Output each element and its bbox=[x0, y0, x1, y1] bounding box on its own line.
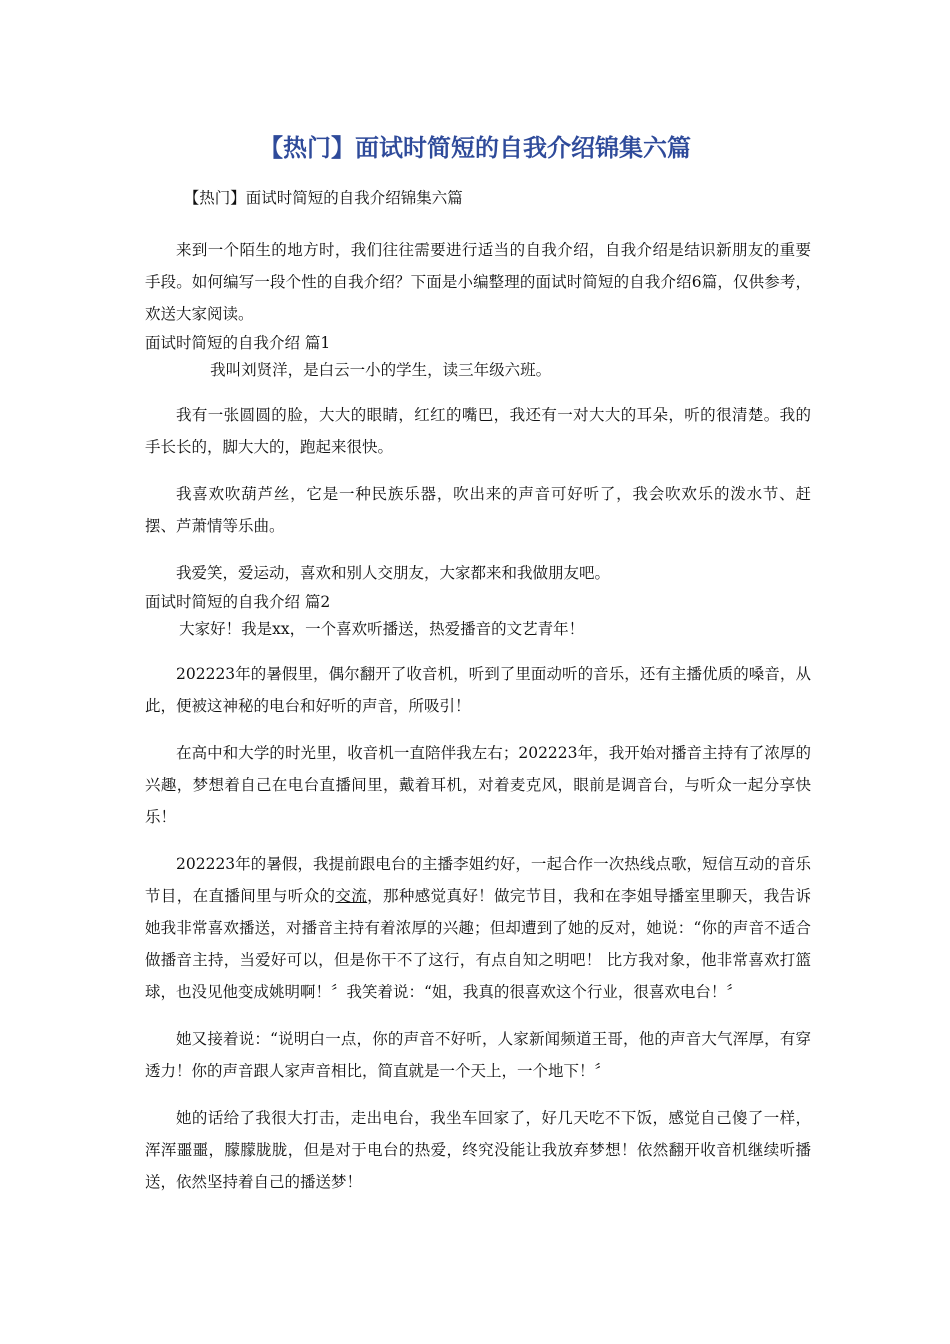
underlined-word: 交流 bbox=[335, 887, 368, 905]
section-2-paragraph: 大家好！我是xx，一个喜欢听播送，热爱播音的文艺青年！ bbox=[179, 620, 585, 638]
intro-paragraph: 来到一个陌生的地方时，我们往往需要进行适当的自我介绍，自我介绍是结识新朋友的重要手段。如何编写一段个性的自我介绍？下面是小编整理的面试时简短的自我介绍6篇，仅供参考，欢送大家阅读。 bbox=[145, 241, 811, 323]
document-body bbox=[145, 183, 811, 1198]
section-1-paragraph: 我爱笑，爱运动，喜欢和别人交朋友，大家都来和我做朋友吧。 bbox=[176, 564, 611, 582]
section-2-paragraph: 她又接着说：“说明白一点，你的声音不好听，人家新闻频道王哥，他的声音大气浑厚，有穿透力！你的声音跟人家声音相比，简直就是一个天上，一个地下！〞 bbox=[145, 1030, 811, 1080]
section-1-paragraph: 我喜欢吹葫芦丝，它是一种民族乐器，吹出来的声音可好听了，我会吹欢乐的泼水节、赶摆、芦萧情等乐曲。 bbox=[145, 485, 811, 535]
section-2-paragraph: 她的话给了我很大打击，走出电台，我坐车回家了，好几天吃不下饭，感觉自己傻了一样，浑浑噩噩，朦朦胧胧，但是对于电台的热爱，终究没能让我放弃梦想！依然翻开收音机继续听播送，依然坚持着自己的播送梦！ bbox=[145, 1109, 811, 1191]
section-1-paragraph: 我叫刘贤洋，是白云一小的学生，读三年级六班。 bbox=[210, 361, 552, 379]
section-2-paragraph: 202223年的暑假里，偶尔翻开了收音机，听到了里面动听的音乐，还有主播优质的嗓音，从此，便被这神秘的电台和好听的声音，所吸引！ bbox=[145, 665, 811, 715]
paragraph-text: ，那种感觉真好！做完节目，我和在李姐导播室里聊天，我告诉她我非常喜欢播送，对播音主持有着浓厚的兴趣；但却遭到了她的反对，她说：“你的声音不适合做播音主持，当爱好可以，但是你干不了这行，有点自知之明吧！ 比方我对象，他非常喜欢打篮球，也没见他变成姚明啊！〞我笑着说：“姐，我真的很喜欢这个行业，很喜欢电台！〞 bbox=[145, 887, 811, 1001]
section-2-paragraph: 在高中和大学的时光里，收音机一直陪伴我左右；202223年，我开始对播音主持有了浓厚的兴趣，梦想着自己在电台直播间里，戴着耳机，对着麦克风，眼前是调音台，与听众一起分享快乐！ bbox=[145, 744, 811, 826]
section-2-paragraph bbox=[145, 848, 811, 1008]
section-1-heading: 面试时简短的自我介绍 篇1 bbox=[145, 334, 331, 352]
document-title: 【热门】面试时简短的自我介绍锦集六篇 bbox=[259, 134, 691, 162]
document-subtitle: 【热门】面试时简短的自我介绍锦集六篇 bbox=[183, 189, 463, 207]
paragraph-text: 202223年的暑假，我提前跟电台的主播李姐约好，一起合作一次热线点歌，短信互动的音乐节目，在直播间里与听众的 bbox=[145, 855, 811, 905]
section-2-heading: 面试时简短的自我介绍 篇2 bbox=[145, 593, 331, 611]
section-1-paragraph: 我有一张圆圆的脸，大大的眼睛，红红的嘴巴，我还有一对大大的耳朵，听的很清楚。我的手长长的，脚大大的，跑起来很快。 bbox=[145, 406, 811, 456]
